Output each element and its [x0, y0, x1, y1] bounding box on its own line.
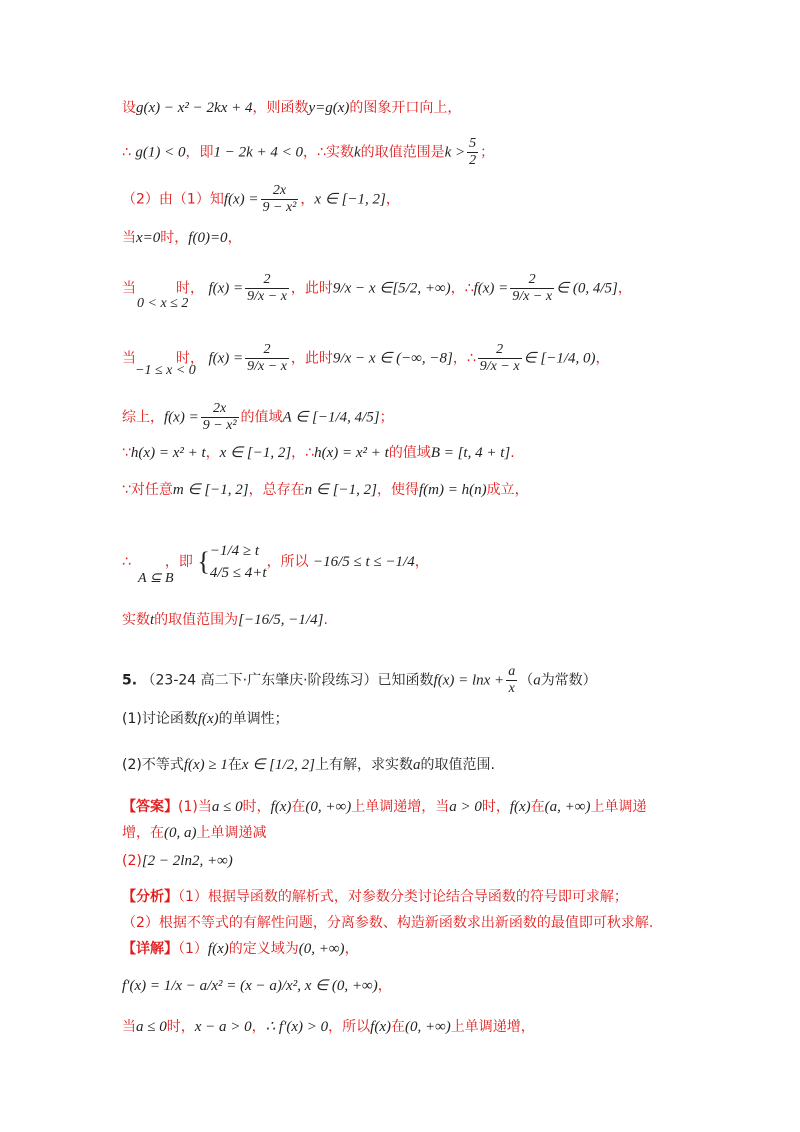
math: g(x) − x² − 2kx + 4 [136, 100, 253, 116]
math: k > [444, 144, 466, 161]
condition-label: −1 ≤ x < 0 [135, 363, 196, 378]
math: A ∈ [−1/4, 4/5] [282, 409, 380, 426]
text: ，此时 [290, 350, 333, 367]
text: ，所以 [266, 554, 309, 570]
math: g(1) < 0 [135, 144, 186, 161]
math: x ∈ [1/2, 2] [241, 757, 315, 773]
text: ； [379, 409, 394, 426]
text: （2）由（1）知 [122, 191, 224, 208]
text: 实数 [122, 612, 150, 628]
text: 上有解，求实数 [314, 757, 413, 773]
text: ， [205, 445, 220, 461]
math: x ∈ [−1, 2] [219, 445, 292, 461]
text: 设 [122, 100, 136, 116]
solution-line-5 [122, 272, 632, 305]
math: m ∈ [−1, 2] [172, 482, 249, 498]
math: f(x) [197, 711, 219, 727]
fraction: $\frac{5}{2}$ [469, 136, 477, 168]
text: ，∴实数 [303, 144, 354, 161]
text: ，即 [185, 144, 214, 161]
text: ， [300, 191, 315, 208]
subset-label: A ⊆ B [138, 571, 174, 586]
solution-line-4 [122, 228, 242, 248]
text: 成立， [486, 482, 529, 498]
solution-line-7 [122, 401, 394, 434]
text: (2)不等式 [122, 757, 184, 773]
problem-stem [122, 664, 597, 697]
fraction: $\frac{a}{x}$ [508, 664, 516, 696]
math: n ∈ [−1, 2] [304, 482, 377, 498]
text: ， [414, 554, 429, 570]
analysis-line-1: 【分析】（1）根据导函数的解析式，对参数分类讨论结合导函数的符号即可求解； [122, 889, 628, 905]
math: 1 − 2k + 4 < 0 [213, 144, 304, 161]
text: ， [617, 280, 632, 297]
detail-line-3: 当a ≤ 0时，x − a > 0，∴ f′(x) > 0，所以f(x)在(0, +∞)上单调递增， [122, 1019, 535, 1035]
answer-line-2: 增，在(0, a)上单调递减 [122, 825, 267, 841]
math: f(x) = lnx + [433, 672, 505, 689]
math: x=0 [136, 230, 161, 246]
text: (1)讨论函数 [122, 711, 198, 727]
text: ，使得 [377, 482, 419, 498]
answer-line-3: (2)[2 − 2ln2, +∞) [122, 853, 233, 869]
text: ∴ [122, 554, 131, 570]
question-2 [122, 755, 495, 775]
question-1 [122, 709, 289, 729]
text: 当 [122, 280, 136, 297]
text: 的取值范围. [420, 757, 495, 773]
text: 在 [227, 757, 242, 773]
text: ， [227, 230, 242, 246]
text: ，此时 [290, 280, 333, 297]
text: 时， [160, 230, 189, 246]
math: a [533, 672, 541, 689]
fraction: $\frac{2}{9/x - x}$ [247, 342, 287, 374]
math: f(x) = [223, 191, 259, 208]
solution-line-11 [122, 610, 328, 630]
fraction: $\frac{2x}{\text{9 − x²}}$ [262, 183, 297, 215]
math: −16/5 ≤ t ≤ −1/4 [313, 554, 415, 570]
text: 当 [122, 350, 136, 367]
text: 的取值范围是 [360, 144, 445, 161]
math: k [353, 144, 361, 161]
math: f(x) = [473, 280, 509, 297]
text: 的值域 [240, 409, 283, 426]
text: 的取值范围为 [154, 612, 239, 628]
math: [−16/5, −1/4] [238, 612, 324, 628]
math: ∈ [−1/4, 0) [523, 350, 596, 367]
answer-label: 【答案】 [122, 799, 178, 815]
math: f(m) = h(n) [419, 482, 487, 498]
math: f(x) = [208, 280, 244, 297]
text: . [510, 445, 515, 461]
math: 9/x − x ∈ (−∞, −8] [332, 350, 453, 367]
text: ，总存在 [248, 482, 305, 498]
derivative-formula: f′(x) = 1/x − a/x² = (x − a)/x², x ∈ (0, +∞) [122, 978, 378, 994]
text: ， [385, 191, 400, 208]
math: B = [t, 4 + t] [430, 445, 511, 461]
text: ； [480, 144, 495, 161]
detail-line-1: 【详解】（1）f(x)的定义域为(0, +∞)， [122, 941, 359, 957]
solution-line-1 [122, 98, 461, 118]
analysis-label: 【分析】 [122, 889, 178, 905]
text: 的值域 [388, 445, 431, 461]
math: x ∈ [−1, 2] [314, 191, 386, 208]
math: f(x) = [208, 350, 244, 367]
text: ∵对任意 [122, 482, 173, 498]
math: y=g(x) [308, 100, 350, 116]
detail-line-2: f′(x) = 1/x − a/x² = (x − a)/x², x ∈ (0, +∞)， [122, 978, 392, 994]
text: 已知函数 [377, 672, 434, 689]
text: ，即 [164, 554, 193, 570]
fraction: $\frac{2}{9/x - x}$ [512, 272, 553, 304]
text: ，则函数 [252, 100, 309, 116]
detail-label: 【详解】 [122, 941, 178, 957]
math: 4/5 ≤ 4+t [209, 565, 267, 581]
text: 时， [176, 280, 204, 297]
text: ， [595, 350, 610, 367]
answer-line-1: 【答案】(1)当a ≤ 0时，f(x)在(0, +∞)上单调递增，当a > 0时，f(x)在(a, +∞)上单调递 [122, 799, 647, 815]
problem-source: （23-24 高二下·广东肇庆·阶段练习） [141, 672, 378, 689]
text: ∵ [122, 445, 131, 461]
problem-number: 5. [122, 672, 138, 689]
math: f(x) ≥ 1 [183, 757, 228, 773]
math: t [150, 612, 155, 628]
math: −1/4 ≥ t [209, 543, 260, 559]
text: 时， [176, 350, 204, 367]
text: （ [519, 672, 534, 689]
text: 当 [122, 230, 136, 246]
fraction: $\frac{2}{9/x - x}$ [247, 272, 287, 304]
brace: { [197, 547, 210, 576]
fraction: $\frac{2}{9/x - x}$ [479, 342, 520, 374]
math: h(x) = x² + t [130, 445, 206, 461]
text: ∴ [122, 144, 131, 161]
solution-line-9 [122, 480, 529, 500]
solution-line-8 [122, 443, 515, 463]
math: 9/x − x ∈ [332, 280, 393, 297]
solution-line-2 [122, 136, 494, 169]
text: ，∴ [452, 350, 476, 367]
analysis-line-2: （2）根据不等式的有解性问题，分离参数、构造新函数求出新函数的最值即可秋求解. [122, 915, 654, 931]
text: 的单调性； [218, 711, 289, 727]
text: 综上， [122, 409, 164, 426]
text: . [323, 612, 328, 628]
math: h(x) = x² + t [314, 445, 389, 461]
fraction: $\frac{2x}{\text{9 − x²}}$ [202, 401, 237, 433]
math: f(0)=0 [188, 230, 228, 246]
text: ，∴ [450, 280, 474, 297]
math: [5/2, +∞) [392, 280, 451, 297]
text: 的图象开口向上， [349, 100, 462, 116]
math: f(x) = [164, 409, 199, 426]
condition-label: 0 < x ≤ 2 [137, 296, 189, 311]
math: a [412, 757, 421, 773]
math: ∈ (0, 4/5] [556, 280, 618, 297]
text: ，∴ [291, 445, 315, 461]
text: 为常数） [540, 672, 597, 689]
solution-line-3 [122, 183, 400, 216]
